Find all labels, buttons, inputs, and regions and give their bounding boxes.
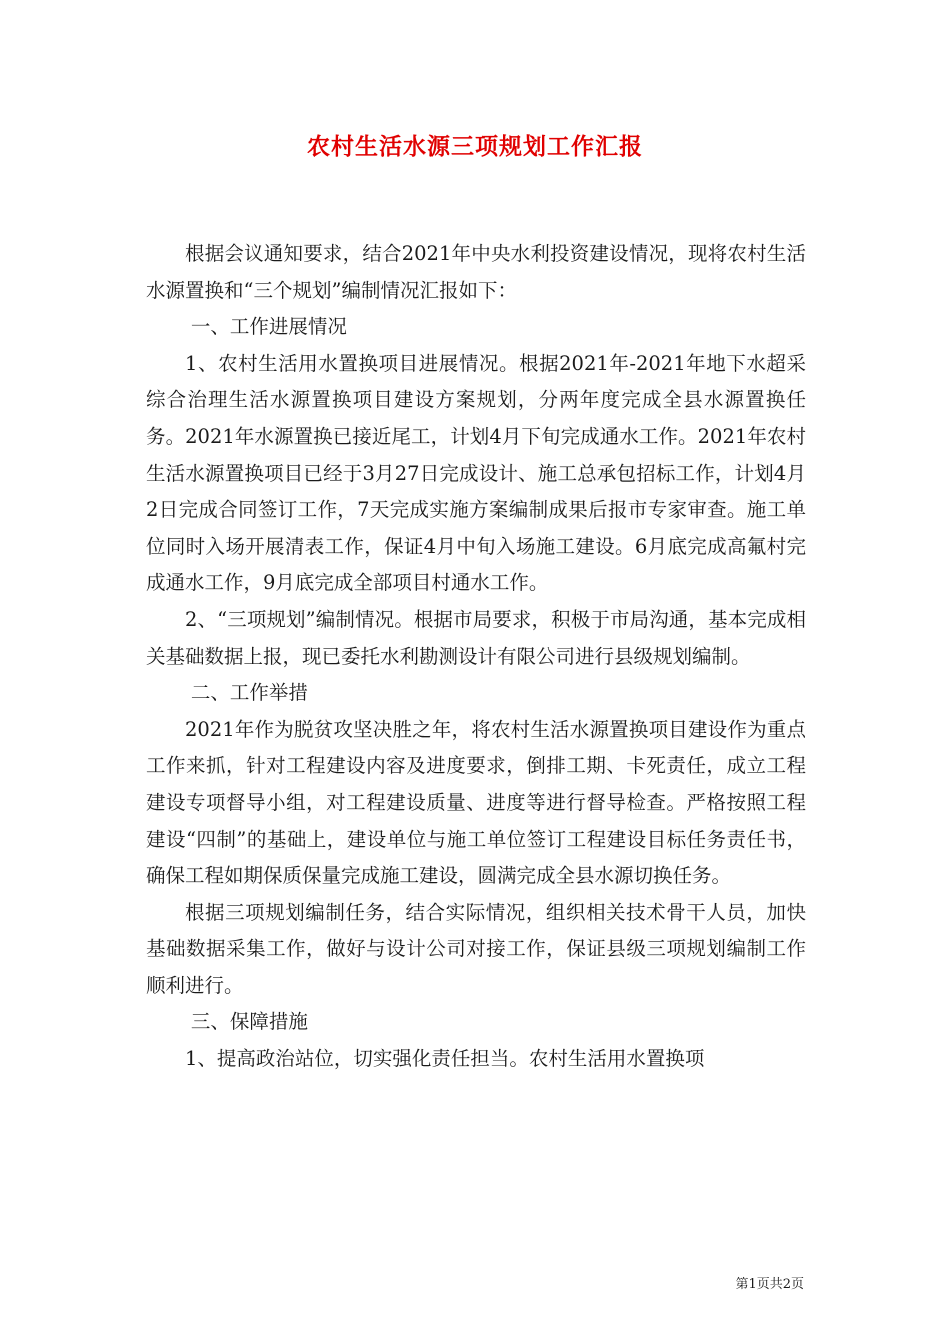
paragraph-safeguard-1: 1、提高政治站位，切实强化责任担当。农村生活用水置换项 — [185, 1047, 705, 1071]
paragraph-water-replacement-progress: 1、农村生活用水置换项目进展情况。根据2021年-2021年地下水超采综合治理生活水源置换项目建设方案规划，分两年度完成全县水源置换任务。2021年水源置换已接近尾工，计划4月下旬完成通水工作。2021年农村生活水源置换项目已经于3月27日完成设计、施工总承包招标工作，计划4月2日完成合同签订工作，7天完成实施方案编制成果后报市专家审查。施工单位同时入场开展清表工作，保证4月中旬入场施工建设。6月底完成高氟村完成通水工作，9月底完成全部项目村通水工作。 — [146, 351, 806, 595]
paragraph-three-plans-progress: 2、“三项规划”编制情况。根据市局要求，积极于市局沟通，基本完成相关基础数据上报，现已委托水利勘测设计有限公司进行县级规划编制。 — [146, 607, 806, 668]
paragraph-measures-planning: 根据三项规划编制任务，结合实际情况，组织相关技术骨干人员，加快基础数据采集工作，做好与设计公司对接工作，保证县级三项规划编制工作顺利进行。 — [146, 900, 806, 997]
document-title: 农村生活水源三项规划工作汇报 — [307, 133, 643, 160]
intro-paragraph: 根据会议通知要求，结合2021年中央水利投资建设情况，现将农村生活水源置换和“三个规划”编制情况汇报如下： — [146, 242, 806, 302]
page-number: 第1页共2页 — [735, 1277, 804, 1292]
section-heading-measures: 二、工作举措 — [190, 681, 308, 705]
paragraph-measures-construction: 2021年作为脱贫攻坚决胜之年，将农村生活水源置换项目建设作为重点工作来抓，针对工程建设内容及进度要求，倒排工期、卡死责任，成立工程建设专项督导小组，对工程建设质量、进度等进行督导检查。严格按照工程建设“四制”的基础上，建设单位与施工单位签订工程建设目标任务责任书，确保工程如期保质保量完成施工建设，圆满完成全县水源切换任务。 — [146, 717, 806, 888]
section-heading-safeguards: 三、保障措施 — [190, 1010, 308, 1034]
document-body — [146, 236, 806, 1078]
section-heading-progress: 一、工作进展情况 — [190, 315, 347, 339]
